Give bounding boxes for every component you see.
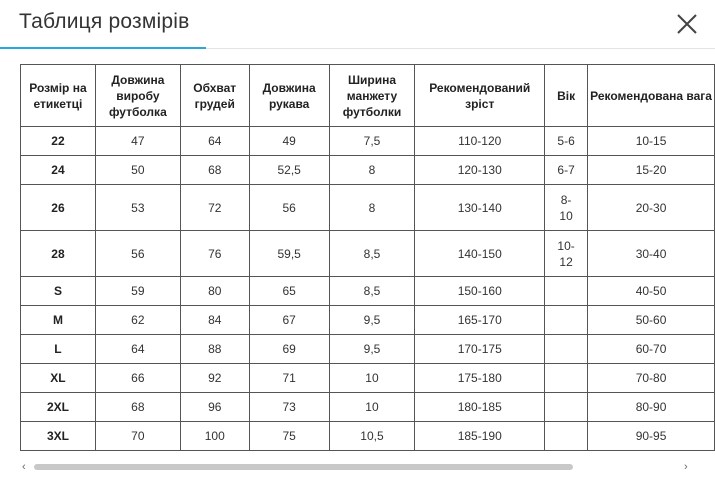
cell-age	[545, 364, 588, 393]
cell-recommended-height: 120-130	[415, 156, 545, 185]
cell-product-length: 66	[95, 364, 180, 393]
cell-age: 6-7	[545, 156, 588, 185]
chevron-left-icon[interactable]: ‹	[22, 461, 26, 473]
cell-chest-girth: 88	[180, 335, 249, 364]
cell-product-length: 68	[95, 393, 180, 422]
table-row	[21, 156, 715, 185]
table-row	[21, 306, 715, 335]
cell-sleeve-length: 59,5	[249, 231, 329, 277]
cell-product-length: 59	[95, 277, 180, 306]
cell-cuff-width: 10	[329, 393, 415, 422]
table-row	[21, 364, 715, 393]
close-icon	[672, 9, 702, 39]
cell-cuff-width: 9,5	[329, 335, 415, 364]
cell-chest-girth: 100	[180, 422, 249, 451]
cell-sleeve-length: 65	[249, 277, 329, 306]
cell-recommended-weight: 40-50	[588, 277, 715, 306]
cell-product-length: 47	[95, 127, 180, 156]
cell-product-length: 62	[95, 306, 180, 335]
cell-size: 3XL	[21, 422, 96, 451]
cell-product-length: 64	[95, 335, 180, 364]
cell-product-length: 70	[95, 422, 180, 451]
cell-size: 2XL	[21, 393, 96, 422]
cell-size: L	[21, 335, 96, 364]
table-row	[21, 335, 715, 364]
cell-size: 28	[21, 231, 96, 277]
cell-chest-girth: 96	[180, 393, 249, 422]
table-row	[21, 231, 715, 277]
cell-recommended-weight: 70-80	[588, 364, 715, 393]
cell-recommended-weight: 90-95	[588, 422, 715, 451]
cell-recommended-height: 110-120	[415, 127, 545, 156]
cell-recommended-weight: 15-20	[588, 156, 715, 185]
cell-size: S	[21, 277, 96, 306]
header-product-length: Довжина виробу футболка	[95, 65, 180, 127]
header-recommended-weight: Рекомендована вага	[588, 65, 715, 127]
close-button[interactable]	[672, 9, 702, 39]
cell-product-length: 53	[95, 185, 180, 231]
cell-age: 10- 12	[545, 231, 588, 277]
cell-chest-girth: 80	[180, 277, 249, 306]
cell-cuff-width: 8,5	[329, 277, 415, 306]
chevron-right-icon[interactable]: ›	[684, 461, 688, 473]
cell-recommended-height: 175-180	[415, 364, 545, 393]
cell-cuff-width: 10	[329, 364, 415, 393]
cell-cuff-width: 8	[329, 185, 415, 231]
table-row	[21, 185, 715, 231]
table-row	[21, 422, 715, 451]
table-row	[21, 277, 715, 306]
dialog-header	[0, 0, 715, 50]
cell-recommended-height: 130-140	[415, 185, 545, 231]
cell-size: 26	[21, 185, 96, 231]
cell-size: M	[21, 306, 96, 335]
table-header-row	[21, 65, 715, 127]
header-accent-line	[0, 47, 206, 49]
cell-product-length: 56	[95, 231, 180, 277]
cell-size: XL	[21, 364, 96, 393]
header-sleeve-length: Довжина рукава	[249, 65, 329, 127]
header-chest-girth: Обхват грудей	[180, 65, 249, 127]
cell-recommended-weight: 60-70	[588, 335, 715, 364]
horizontal-scrollbar[interactable]	[20, 460, 695, 474]
cell-recommended-height: 180-185	[415, 393, 545, 422]
cell-recommended-weight: 80-90	[588, 393, 715, 422]
cell-cuff-width: 9,5	[329, 306, 415, 335]
cell-recommended-height: 140-150	[415, 231, 545, 277]
header-size-label: Розмір на етикетці	[21, 65, 96, 127]
cell-sleeve-length: 71	[249, 364, 329, 393]
header-age: Вік	[545, 65, 588, 127]
cell-chest-girth: 76	[180, 231, 249, 277]
table-row	[21, 127, 715, 156]
cell-sleeve-length: 75	[249, 422, 329, 451]
cell-recommended-height: 150-160	[415, 277, 545, 306]
cell-sleeve-length: 69	[249, 335, 329, 364]
cell-sleeve-length: 49	[249, 127, 329, 156]
cell-age	[545, 422, 588, 451]
cell-recommended-height: 170-175	[415, 335, 545, 364]
cell-cuff-width: 10,5	[329, 422, 415, 451]
header-recommended-height: Рекомендований зріст	[415, 65, 545, 127]
cell-recommended-weight: 50-60	[588, 306, 715, 335]
size-table-scroll-area[interactable]	[0, 50, 715, 460]
cell-recommended-weight: 30-40	[588, 231, 715, 277]
cell-sleeve-length: 67	[249, 306, 329, 335]
cell-product-length: 50	[95, 156, 180, 185]
cell-sleeve-length: 73	[249, 393, 329, 422]
cell-recommended-height: 165-170	[415, 306, 545, 335]
cell-recommended-weight: 20-30	[588, 185, 715, 231]
cell-recommended-height: 185-190	[415, 422, 545, 451]
cell-age	[545, 335, 588, 364]
cell-size: 22	[21, 127, 96, 156]
cell-chest-girth: 84	[180, 306, 249, 335]
cell-sleeve-length: 52,5	[249, 156, 329, 185]
header-cuff-width: Ширина манжету футболки	[329, 65, 415, 127]
cell-chest-girth: 68	[180, 156, 249, 185]
cell-age	[545, 277, 588, 306]
cell-chest-girth: 64	[180, 127, 249, 156]
cell-age	[545, 306, 588, 335]
cell-age	[545, 393, 588, 422]
cell-cuff-width: 8	[329, 156, 415, 185]
table-row	[21, 393, 715, 422]
cell-chest-girth: 92	[180, 364, 249, 393]
cell-age: 8- 10	[545, 185, 588, 231]
cell-cuff-width: 7,5	[329, 127, 415, 156]
cell-size: 24	[21, 156, 96, 185]
cell-age: 5-6	[545, 127, 588, 156]
cell-chest-girth: 72	[180, 185, 249, 231]
size-table	[20, 64, 715, 451]
cell-sleeve-length: 56	[249, 185, 329, 231]
cell-recommended-weight: 10-15	[588, 127, 715, 156]
cell-cuff-width: 8,5	[329, 231, 415, 277]
scrollbar-thumb[interactable]	[34, 464, 573, 470]
dialog-title: Таблиця розмірів	[19, 10, 190, 33]
